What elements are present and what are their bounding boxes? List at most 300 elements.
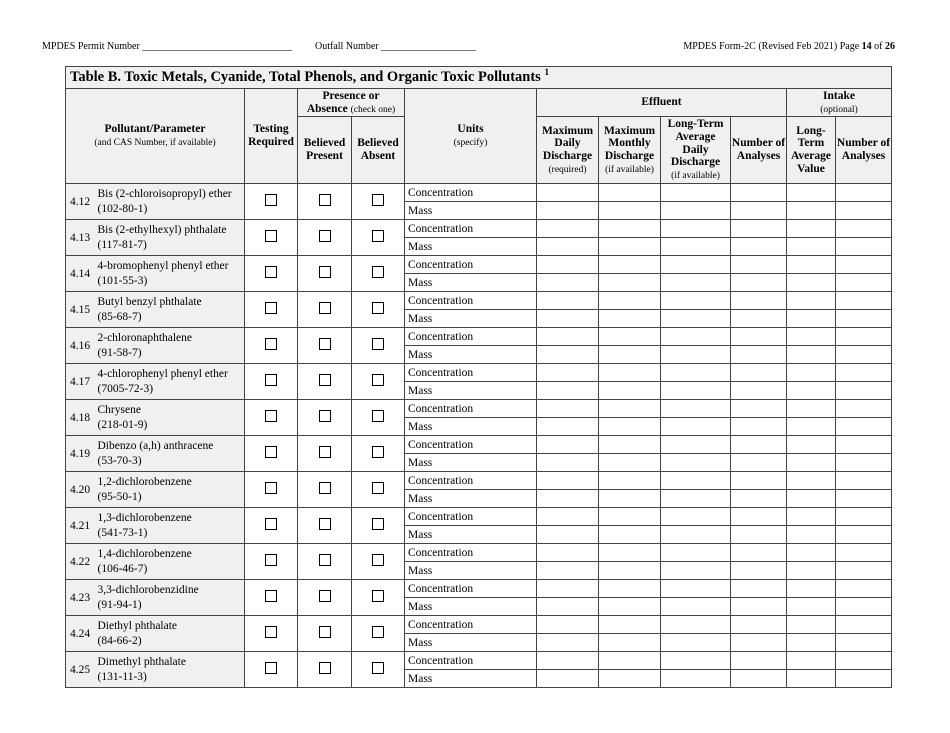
unit-concentration-label: Concentration	[405, 184, 537, 202]
mass-max-monthly-input[interactable]	[599, 382, 661, 400]
mass-intake-num-analyses-input[interactable]	[836, 526, 892, 544]
pollutant-cas: (117-81-7)	[97, 238, 147, 251]
concentration-max-monthly-input[interactable]	[599, 616, 661, 634]
pollutant-name-cell	[98, 580, 245, 616]
testing-required-cell	[245, 652, 298, 688]
believed-present-cell	[298, 400, 352, 436]
believed-absent-checkbox[interactable]	[372, 410, 384, 422]
testing-required-checkbox[interactable]	[265, 194, 277, 206]
table-row	[66, 364, 892, 382]
unit-concentration-label: Concentration	[405, 472, 537, 490]
mass-max-monthly-input[interactable]	[599, 346, 661, 364]
mass-intake-longterm-input[interactable]	[787, 598, 836, 616]
concentration-max-daily-input[interactable]	[537, 652, 599, 670]
believed-present-checkbox[interactable]	[319, 338, 331, 350]
concentration-max-monthly-input[interactable]	[599, 580, 661, 598]
concentration-longterm-avg-input[interactable]	[661, 436, 731, 454]
believed-present-checkbox[interactable]	[319, 626, 331, 638]
table-row	[66, 616, 892, 634]
concentration-max-monthly-input[interactable]	[599, 652, 661, 670]
unit-mass-label: Mass	[405, 382, 537, 400]
concentration-intake-num-analyses-input[interactable]	[836, 580, 892, 598]
mass-intake-num-analyses-input[interactable]	[836, 202, 892, 220]
concentration-longterm-avg-input[interactable]	[661, 616, 731, 634]
mass-longterm-avg-input[interactable]	[661, 634, 731, 652]
mass-intake-num-analyses-input[interactable]	[836, 238, 892, 256]
mass-max-monthly-input[interactable]	[599, 490, 661, 508]
concentration-max-monthly-input[interactable]	[599, 508, 661, 526]
mass-intake-num-analyses-input[interactable]	[836, 418, 892, 436]
col-header-believed-present: Believed Present	[298, 117, 352, 184]
mass-intake-num-analyses-input[interactable]	[836, 310, 892, 328]
pollutant-name: 4-bromophenyl phenyl ether	[97, 260, 229, 273]
concentration-num-analyses-input[interactable]	[731, 292, 787, 310]
believed-absent-checkbox[interactable]	[372, 518, 384, 530]
mass-intake-longterm-input[interactable]	[787, 670, 836, 688]
concentration-max-monthly-input[interactable]	[599, 364, 661, 382]
testing-required-cell	[245, 256, 298, 292]
believed-present-checkbox[interactable]	[319, 302, 331, 314]
unit-mass-label: Mass	[405, 346, 537, 364]
mass-num-analyses-input[interactable]	[731, 202, 787, 220]
mass-max-daily-input[interactable]	[537, 310, 599, 328]
concentration-num-analyses-input[interactable]	[731, 544, 787, 562]
mass-num-analyses-input[interactable]	[731, 454, 787, 472]
mass-longterm-avg-input[interactable]	[661, 598, 731, 616]
mass-intake-longterm-input[interactable]	[787, 382, 836, 400]
believed-present-checkbox[interactable]	[319, 374, 331, 386]
mass-intake-num-analyses-input[interactable]	[836, 490, 892, 508]
testing-required-checkbox[interactable]	[265, 518, 277, 530]
believed-absent-checkbox[interactable]	[372, 482, 384, 494]
mass-intake-num-analyses-input[interactable]	[836, 634, 892, 652]
concentration-max-daily-input[interactable]	[537, 616, 599, 634]
concentration-intake-longterm-input[interactable]	[787, 508, 836, 526]
mass-longterm-avg-input[interactable]	[661, 310, 731, 328]
mass-longterm-avg-input[interactable]	[661, 490, 731, 508]
believed-absent-checkbox[interactable]	[372, 554, 384, 566]
mass-max-monthly-input[interactable]	[599, 274, 661, 292]
concentration-max-daily-input[interactable]	[537, 220, 599, 238]
concentration-max-daily-input[interactable]	[537, 400, 599, 418]
concentration-intake-longterm-input[interactable]	[787, 472, 836, 490]
testing-required-checkbox[interactable]	[265, 302, 277, 314]
believed-absent-checkbox[interactable]	[372, 662, 384, 674]
mass-num-analyses-input[interactable]	[731, 310, 787, 328]
concentration-intake-num-analyses-input[interactable]	[836, 256, 892, 274]
mass-intake-longterm-input[interactable]	[787, 274, 836, 292]
mass-max-daily-input[interactable]	[537, 598, 599, 616]
pollutant-number: 4.19	[66, 436, 98, 472]
mass-num-analyses-input[interactable]	[731, 238, 787, 256]
believed-absent-checkbox[interactable]	[372, 590, 384, 602]
concentration-max-daily-input[interactable]	[537, 364, 599, 382]
concentration-longterm-avg-input[interactable]	[661, 292, 731, 310]
mass-longterm-avg-input[interactable]	[661, 202, 731, 220]
concentration-max-daily-input[interactable]	[537, 472, 599, 490]
mass-num-analyses-input[interactable]	[731, 670, 787, 688]
unit-mass-label: Mass	[405, 526, 537, 544]
concentration-intake-longterm-input[interactable]	[787, 328, 836, 346]
unit-mass-label: Mass	[405, 418, 537, 436]
concentration-intake-longterm-input[interactable]	[787, 436, 836, 454]
unit-concentration-label: Concentration	[405, 544, 537, 562]
pollutant-name-cell	[98, 436, 245, 472]
concentration-num-analyses-input[interactable]	[731, 364, 787, 382]
mass-longterm-avg-input[interactable]	[661, 418, 731, 436]
mass-longterm-avg-input[interactable]	[661, 238, 731, 256]
mass-max-daily-input[interactable]	[537, 346, 599, 364]
mass-num-analyses-input[interactable]	[731, 382, 787, 400]
mass-intake-num-analyses-input[interactable]	[836, 598, 892, 616]
mass-max-monthly-input[interactable]	[599, 634, 661, 652]
unit-concentration-label: Concentration	[405, 292, 537, 310]
mass-intake-num-analyses-input[interactable]	[836, 346, 892, 364]
table-row	[66, 256, 892, 274]
believed-absent-cell	[352, 472, 405, 508]
believed-absent-checkbox[interactable]	[372, 302, 384, 314]
pollutant-cas: (85-68-7)	[97, 310, 142, 323]
unit-concentration-label: Concentration	[405, 364, 537, 382]
table-title: Table B. Toxic Metals, Cyanide, Total Phenols, and Organic Toxic Pollutants $^1$	[66, 67, 892, 89]
mass-num-analyses-input[interactable]	[731, 274, 787, 292]
pollutant-number: 4.21	[66, 508, 98, 544]
believed-absent-checkbox[interactable]	[372, 230, 384, 242]
unit-concentration-label: Concentration	[405, 400, 537, 418]
unit-concentration-label: Concentration	[405, 580, 537, 598]
mass-max-monthly-input[interactable]	[599, 310, 661, 328]
pollutant-name: 1,3-dichlorobenzene	[97, 512, 192, 525]
concentration-max-monthly-input[interactable]	[599, 256, 661, 274]
believed-present-checkbox[interactable]	[319, 194, 331, 206]
believed-absent-cell	[352, 652, 405, 688]
mass-intake-num-analyses-input[interactable]	[836, 274, 892, 292]
mass-longterm-avg-input[interactable]	[661, 670, 731, 688]
mass-intake-longterm-input[interactable]	[787, 310, 836, 328]
mass-intake-num-analyses-input[interactable]	[836, 562, 892, 580]
mass-intake-longterm-input[interactable]	[787, 634, 836, 652]
mass-max-daily-input[interactable]	[537, 454, 599, 472]
testing-required-checkbox[interactable]	[265, 662, 277, 674]
mass-max-daily-input[interactable]	[537, 490, 599, 508]
mass-intake-longterm-input[interactable]	[787, 202, 836, 220]
believed-present-checkbox[interactable]	[319, 230, 331, 242]
concentration-intake-longterm-input[interactable]	[787, 184, 836, 202]
mass-intake-longterm-input[interactable]	[787, 526, 836, 544]
pollutant-name: Butyl benzyl phthalate	[97, 296, 202, 309]
mass-max-monthly-input[interactable]	[599, 562, 661, 580]
unit-concentration-label: Concentration	[405, 220, 537, 238]
mass-intake-num-analyses-input[interactable]	[836, 454, 892, 472]
concentration-intake-num-analyses-input[interactable]	[836, 472, 892, 490]
mass-longterm-avg-input[interactable]	[661, 562, 731, 580]
concentration-max-daily-input[interactable]	[537, 328, 599, 346]
mass-num-analyses-input[interactable]	[731, 418, 787, 436]
col-header-max-monthly: Maximum Monthly Discharge (if available)	[599, 117, 661, 184]
concentration-intake-longterm-input[interactable]	[787, 256, 836, 274]
pollutant-cas: (106-46-7)	[97, 562, 148, 575]
concentration-intake-num-analyses-input[interactable]	[836, 436, 892, 454]
believed-absent-cell	[352, 580, 405, 616]
testing-required-checkbox[interactable]	[265, 266, 277, 278]
pollutant-cas: (218-01-9)	[97, 418, 148, 431]
mass-max-monthly-input[interactable]	[599, 238, 661, 256]
concentration-max-daily-input[interactable]	[537, 544, 599, 562]
table-row	[66, 580, 892, 598]
believed-present-cell	[298, 184, 352, 220]
concentration-intake-longterm-input[interactable]	[787, 580, 836, 598]
believed-absent-cell	[352, 616, 405, 652]
pollutant-name: Chrysene	[97, 404, 141, 417]
mass-num-analyses-input[interactable]	[731, 490, 787, 508]
mass-intake-longterm-input[interactable]	[787, 490, 836, 508]
concentration-longterm-avg-input[interactable]	[661, 580, 731, 598]
mass-num-analyses-input[interactable]	[731, 634, 787, 652]
unit-mass-label: Mass	[405, 202, 537, 220]
believed-absent-cell	[352, 220, 405, 256]
concentration-intake-num-analyses-input[interactable]	[836, 292, 892, 310]
mass-max-daily-input[interactable]	[537, 562, 599, 580]
pollutant-cas: (53-70-3)	[97, 454, 142, 467]
mass-longterm-avg-input[interactable]	[661, 526, 731, 544]
col-header-effluent-num-analyses: Number of Analyses	[731, 117, 787, 184]
believed-present-checkbox[interactable]	[319, 266, 331, 278]
table-row	[66, 400, 892, 418]
unit-mass-label: Mass	[405, 598, 537, 616]
concentration-intake-num-analyses-input[interactable]	[836, 400, 892, 418]
concentration-num-analyses-input[interactable]	[731, 580, 787, 598]
concentration-max-monthly-input[interactable]	[599, 220, 661, 238]
concentration-intake-longterm-input[interactable]	[787, 364, 836, 382]
pollutant-name-cell	[98, 472, 245, 508]
concentration-intake-num-analyses-input[interactable]	[836, 616, 892, 634]
believed-present-checkbox[interactable]	[319, 410, 331, 422]
mass-max-monthly-input[interactable]	[599, 670, 661, 688]
mass-intake-longterm-input[interactable]	[787, 346, 836, 364]
concentration-max-daily-input[interactable]	[537, 580, 599, 598]
testing-required-checkbox[interactable]	[265, 374, 277, 386]
mass-max-daily-input[interactable]	[537, 382, 599, 400]
pollutant-number: 4.22	[66, 544, 98, 580]
testing-required-cell	[245, 184, 298, 220]
concentration-max-monthly-input[interactable]	[599, 328, 661, 346]
believed-absent-checkbox[interactable]	[372, 338, 384, 350]
mass-max-daily-input[interactable]	[537, 202, 599, 220]
believed-absent-checkbox[interactable]	[372, 626, 384, 638]
believed-present-cell	[298, 508, 352, 544]
testing-required-cell	[245, 436, 298, 472]
concentration-intake-longterm-input[interactable]	[787, 544, 836, 562]
mass-intake-longterm-input[interactable]	[787, 454, 836, 472]
believed-absent-checkbox[interactable]	[372, 194, 384, 206]
concentration-max-daily-input[interactable]	[537, 508, 599, 526]
table-row	[66, 328, 892, 346]
concentration-max-monthly-input[interactable]	[599, 292, 661, 310]
mass-max-daily-input[interactable]	[537, 634, 599, 652]
believed-present-cell	[298, 256, 352, 292]
believed-absent-cell	[352, 544, 405, 580]
testing-required-checkbox[interactable]	[265, 410, 277, 422]
col-header-testing-required: Testing Required	[245, 89, 298, 184]
believed-absent-checkbox[interactable]	[372, 374, 384, 386]
mass-longterm-avg-input[interactable]	[661, 346, 731, 364]
testing-required-checkbox[interactable]	[265, 230, 277, 242]
page-header	[42, 41, 895, 57]
mass-max-monthly-input[interactable]	[599, 418, 661, 436]
pollutant-cas: (131-11-3)	[97, 670, 147, 683]
believed-present-cell	[298, 616, 352, 652]
believed-present-checkbox[interactable]	[319, 518, 331, 530]
mass-intake-longterm-input[interactable]	[787, 562, 836, 580]
concentration-longterm-avg-input[interactable]	[661, 328, 731, 346]
table-row	[66, 436, 892, 454]
concentration-longterm-avg-input[interactable]	[661, 364, 731, 382]
concentration-num-analyses-input[interactable]	[731, 400, 787, 418]
mass-intake-longterm-input[interactable]	[787, 418, 836, 436]
concentration-intake-num-analyses-input[interactable]	[836, 544, 892, 562]
testing-required-checkbox[interactable]	[265, 446, 277, 458]
concentration-intake-num-analyses-input[interactable]	[836, 220, 892, 238]
concentration-intake-longterm-input[interactable]	[787, 220, 836, 238]
pollutant-name-cell	[98, 364, 245, 400]
concentration-intake-longterm-input[interactable]	[787, 616, 836, 634]
concentration-max-daily-input[interactable]	[537, 184, 599, 202]
mass-num-analyses-input[interactable]	[731, 526, 787, 544]
concentration-num-analyses-input[interactable]	[731, 328, 787, 346]
pollutant-name-cell	[98, 220, 245, 256]
concentration-intake-longterm-input[interactable]	[787, 292, 836, 310]
mass-intake-longterm-input[interactable]	[787, 238, 836, 256]
pollutant-name: 2-chloronaphthalene	[97, 332, 193, 345]
mass-max-daily-input[interactable]	[537, 418, 599, 436]
concentration-max-daily-input[interactable]	[537, 256, 599, 274]
pollutant-cas: (91-94-1)	[97, 598, 142, 611]
mass-intake-num-analyses-input[interactable]	[836, 382, 892, 400]
concentration-num-analyses-input[interactable]	[731, 616, 787, 634]
concentration-longterm-avg-input[interactable]	[661, 400, 731, 418]
mass-max-daily-input[interactable]	[537, 274, 599, 292]
concentration-max-monthly-input[interactable]	[599, 472, 661, 490]
mass-longterm-avg-input[interactable]	[661, 454, 731, 472]
concentration-longterm-avg-input[interactable]	[661, 472, 731, 490]
pollutant-number: 4.20	[66, 472, 98, 508]
concentration-max-monthly-input[interactable]	[599, 184, 661, 202]
unit-mass-label: Mass	[405, 454, 537, 472]
concentration-longterm-avg-input[interactable]	[661, 652, 731, 670]
concentration-intake-num-analyses-input[interactable]	[836, 364, 892, 382]
concentration-max-monthly-input[interactable]	[599, 400, 661, 418]
mass-num-analyses-input[interactable]	[731, 562, 787, 580]
pollutant-name: Bis (2-ethylhexyl) phthalate	[97, 224, 227, 237]
mass-max-daily-input[interactable]	[537, 670, 599, 688]
concentration-num-analyses-input[interactable]	[731, 436, 787, 454]
believed-present-checkbox[interactable]	[319, 554, 331, 566]
pollutant-name: 1,2-dichlorobenzene	[97, 476, 192, 489]
testing-required-checkbox[interactable]	[265, 482, 277, 494]
mass-max-monthly-input[interactable]	[599, 202, 661, 220]
table-row	[66, 472, 892, 490]
concentration-intake-longterm-input[interactable]	[787, 652, 836, 670]
believed-present-cell	[298, 292, 352, 328]
pollutant-number: 4.16	[66, 328, 98, 364]
pollutant-cas: (84-66-2)	[97, 634, 142, 647]
pollutant-number: 4.14	[66, 256, 98, 292]
unit-concentration-label: Concentration	[405, 652, 537, 670]
pollutant-number: 4.13	[66, 220, 98, 256]
believed-present-checkbox[interactable]	[319, 482, 331, 494]
concentration-longterm-avg-input[interactable]	[661, 544, 731, 562]
pollutant-name-cell	[98, 616, 245, 652]
concentration-num-analyses-input[interactable]	[731, 508, 787, 526]
pollutant-name: 1,4-dichlorobenzene	[97, 548, 192, 561]
testing-required-checkbox[interactable]	[265, 338, 277, 350]
mass-longterm-avg-input[interactable]	[661, 274, 731, 292]
col-header-pollutant: Pollutant/Parameter (and CAS Number, if available)	[66, 89, 245, 184]
testing-required-cell	[245, 472, 298, 508]
col-header-longterm-avg: Long-Term Average Daily Discharge (if available)	[661, 117, 731, 184]
col-header-max-daily: Maximum Daily Discharge (required)	[537, 117, 599, 184]
mass-max-monthly-input[interactable]	[599, 598, 661, 616]
pollutant-name-cell	[98, 184, 245, 220]
believed-present-checkbox[interactable]	[319, 446, 331, 458]
believed-present-checkbox[interactable]	[319, 590, 331, 602]
believed-present-checkbox[interactable]	[319, 662, 331, 674]
testing-required-cell	[245, 364, 298, 400]
believed-absent-checkbox[interactable]	[372, 446, 384, 458]
mass-max-monthly-input[interactable]	[599, 526, 661, 544]
believed-present-cell	[298, 328, 352, 364]
believed-absent-checkbox[interactable]	[372, 266, 384, 278]
concentration-intake-num-analyses-input[interactable]	[836, 184, 892, 202]
concentration-num-analyses-input[interactable]	[731, 220, 787, 238]
concentration-intake-longterm-input[interactable]	[787, 400, 836, 418]
concentration-intake-num-analyses-input[interactable]	[836, 328, 892, 346]
testing-required-cell	[245, 616, 298, 652]
table-row	[66, 184, 892, 202]
mass-max-daily-input[interactable]	[537, 526, 599, 544]
concentration-max-daily-input[interactable]	[537, 436, 599, 454]
concentration-max-monthly-input[interactable]	[599, 436, 661, 454]
testing-required-checkbox[interactable]	[265, 626, 277, 638]
concentration-num-analyses-input[interactable]	[731, 256, 787, 274]
pollutant-cas: (91-58-7)	[97, 346, 142, 359]
concentration-longterm-avg-input[interactable]	[661, 256, 731, 274]
concentration-num-analyses-input[interactable]	[731, 652, 787, 670]
mass-intake-num-analyses-input[interactable]	[836, 670, 892, 688]
concentration-longterm-avg-input[interactable]	[661, 220, 731, 238]
table-row	[66, 292, 892, 310]
concentration-max-daily-input[interactable]	[537, 292, 599, 310]
table-row	[66, 652, 892, 670]
testing-required-checkbox[interactable]	[265, 554, 277, 566]
concentration-intake-num-analyses-input[interactable]	[836, 508, 892, 526]
mass-max-monthly-input[interactable]	[599, 454, 661, 472]
concentration-longterm-avg-input[interactable]	[661, 184, 731, 202]
concentration-num-analyses-input[interactable]	[731, 472, 787, 490]
concentration-intake-num-analyses-input[interactable]	[836, 652, 892, 670]
pollutant-name: 4-chlorophenyl phenyl ether	[97, 368, 228, 381]
testing-required-cell	[245, 544, 298, 580]
concentration-longterm-avg-input[interactable]	[661, 508, 731, 526]
concentration-max-monthly-input[interactable]	[599, 544, 661, 562]
concentration-num-analyses-input[interactable]	[731, 184, 787, 202]
testing-required-checkbox[interactable]	[265, 590, 277, 602]
mass-num-analyses-input[interactable]	[731, 598, 787, 616]
mass-longterm-avg-input[interactable]	[661, 382, 731, 400]
mass-max-daily-input[interactable]	[537, 238, 599, 256]
mass-num-analyses-input[interactable]	[731, 346, 787, 364]
testing-required-cell	[245, 328, 298, 364]
